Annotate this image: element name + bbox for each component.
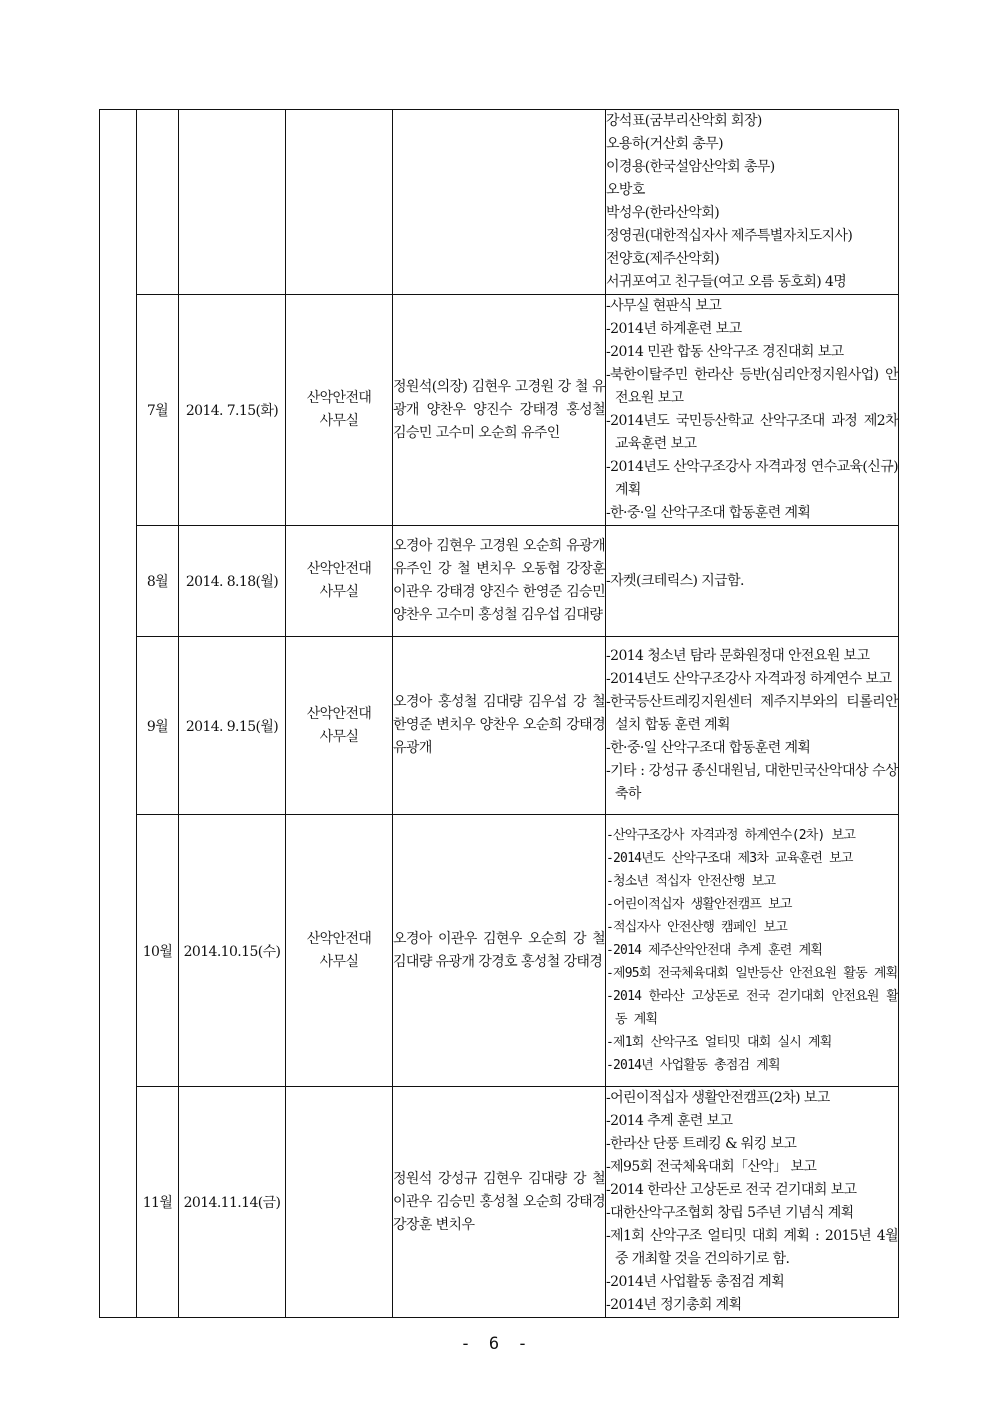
agenda-item: 강석표(굼부리산악회 회장) xyxy=(606,113,762,129)
place-cell xyxy=(286,295,393,526)
agenda-cell xyxy=(606,815,899,1087)
attendees-cell: 정원석(의장) 김현우 고경원 강 철 유광개 양찬우 양진수 강태경 홍성철 김승민 고수미 오순희 유주인 xyxy=(393,295,606,526)
date-cell: 2014. 9.15(월) xyxy=(179,637,286,815)
agenda-item: 오용하(거산회 총무) xyxy=(606,136,723,152)
agenda-cell xyxy=(606,1087,899,1318)
place-line: 사무실 xyxy=(319,953,359,970)
agenda-cell xyxy=(606,526,899,637)
agenda-item: -2014년 사업활동 총점검 계획 xyxy=(606,1058,780,1073)
agenda-item: -어린이적십자 생활안전캠프 보고 xyxy=(606,897,792,912)
agenda-item: -2014년 사업활동 총점검 계획 xyxy=(606,1274,785,1290)
agenda-item: 정영권(대한적십자사 제주특별자치도지사) xyxy=(606,228,853,244)
agenda-item: -2014년도 국민등산학교 산악구조대 과정 제2차 교육훈련 보고 xyxy=(606,413,898,452)
place-line: 산악안전대 xyxy=(306,561,372,577)
place-line: 산악안전대 xyxy=(306,930,372,947)
month-cell: 11월 xyxy=(137,1087,179,1318)
attendees-cell: 오경아 김현우 고경원 오순희 유광개 유주인 강 철 변치우 오동협 강장훈 이관우 강태경 양진수 한영준 김승민 양찬우 고수미 홍성철 김우섭 김대량 xyxy=(393,526,606,637)
place-cell xyxy=(286,1087,393,1318)
agenda-item: -2014년도 산악구조강사 자격과정 연수교육(신규) 계획 xyxy=(606,459,898,498)
agenda-item: -2014 한라산 고상돈로 전국 걷기대회 보고 xyxy=(606,1182,857,1198)
table-row-july xyxy=(100,295,899,526)
date-cell: 2014. 8.18(월) xyxy=(179,526,286,637)
agenda-item: -2014년 정기총회 계획 xyxy=(606,1297,742,1313)
agenda-item: -청소년 적십자 안전산행 보고 xyxy=(606,874,776,889)
agenda-item: -제1회 산악구조 얼티밋 대회 실시 계획 xyxy=(606,1035,832,1050)
agenda-item: -한국등산트레킹지원센터 제주지부와의 티롤리안 설치 합동 훈련 계획 xyxy=(606,694,898,733)
agenda-item: 서귀포여고 친구들(여고 오름 동호회) 4명 xyxy=(606,274,847,290)
attendees-cell: 정원석 강성규 김현우 김대량 강 철 이관우 김승민 홍성철 오순희 강태경 강장훈 변치우 xyxy=(393,1087,606,1318)
month-cell: 9월 xyxy=(137,637,179,815)
month-cell: 10월 xyxy=(137,815,179,1087)
agenda-item: 전양호(제주산악회) xyxy=(606,251,720,267)
agenda-cell xyxy=(606,637,899,815)
agenda-item: -제95회 전국체육대회 일반등산 안전요원 활동 계획 xyxy=(606,966,898,981)
place-line: 사무실 xyxy=(319,584,359,600)
agenda-item: -자켓(크테릭스) 지급함. xyxy=(606,572,744,589)
agenda-item: -한라산 단풍 트레킹 & 워킹 보고 xyxy=(606,1136,797,1152)
agenda-item: 박성우(한라산악회) xyxy=(606,205,720,221)
table-row-november xyxy=(100,1087,899,1318)
agenda-item: -한·중·일 산악구조대 합동훈련 계획 xyxy=(606,740,811,756)
agenda-item: -대한산악구조협회 창립 5주년 기념식 계획 xyxy=(606,1205,854,1221)
blank-left-column xyxy=(100,110,137,1318)
agenda-item: -한·중·일 산악구조대 합동훈련 계획 xyxy=(606,505,811,521)
place-cell xyxy=(286,526,393,637)
table-row-continued xyxy=(100,110,899,295)
agenda-item: -2014 민관 합동 산악구조 경진대회 보고 xyxy=(606,344,844,360)
place-line: 사무실 xyxy=(319,413,359,429)
table-row-september xyxy=(100,637,899,815)
attendees-cell xyxy=(393,110,606,295)
date-cell: 2014.10.15(수) xyxy=(179,815,286,1087)
agenda-item: -2014년 하계훈련 보고 xyxy=(606,321,742,337)
agenda-item: -2014년도 산악구조강사 자격과정 하계연수 보고 xyxy=(606,671,892,687)
place-cell xyxy=(286,637,393,815)
attendees-cell: 오경아 홍성철 김대량 김우섭 강 철 한영준 변치우 양찬우 오순희 강태경 유광개 xyxy=(393,637,606,815)
place-cell xyxy=(286,110,393,295)
agenda-item: -북한이탈주민 한라산 등반(심리안정지원사업) 안전요원 보고 xyxy=(606,367,898,406)
table-row-october xyxy=(100,815,899,1087)
meeting-minutes-table xyxy=(99,109,899,1318)
table-row-august xyxy=(100,526,899,637)
agenda-item: 이경용(한국설암산악회 총무) xyxy=(606,159,775,175)
place-line: 산악안전대 xyxy=(306,390,372,406)
agenda-item: -2014 한라산 고상돈로 전국 걷기대회 안전요원 활동 계획 xyxy=(606,989,898,1027)
agenda-item: -어린이적십자 생활안전캠프(2차) 보고 xyxy=(606,1090,830,1106)
date-cell: 2014. 7.15(화) xyxy=(179,295,286,526)
place-line: 사무실 xyxy=(319,728,359,745)
agenda-item: -제1회 산악구조 얼티밋 대회 계획 : 2015년 4월 중 개최할 것을 건의하기로 함. xyxy=(606,1228,898,1267)
agenda-item: -적십자사 안전산행 캠페인 보고 xyxy=(606,920,787,935)
month-cell xyxy=(137,110,179,295)
agenda-cell xyxy=(606,295,899,526)
agenda-item: -사무실 현판식 보고 xyxy=(606,298,722,314)
month-cell: 7월 xyxy=(137,295,179,526)
date-cell: 2014.11.14(금) xyxy=(179,1087,286,1318)
agenda-item: -산악구조강사 자격과정 하계연수(2차) 보고 xyxy=(606,828,856,843)
agenda-item: 오방호 xyxy=(606,182,645,198)
agenda-item: -2014년도 산악구조대 제3차 교육훈련 보고 xyxy=(606,851,853,866)
agenda-item: -2014 추계 훈련 보고 xyxy=(606,1113,733,1129)
place-line: 산악안전대 xyxy=(306,705,372,722)
place-cell xyxy=(286,815,393,1087)
agenda-item: -2014 제주산악안전대 추계 훈련 계획 xyxy=(606,943,823,958)
agenda-item: -제95회 전국체육대회「산악」 보고 xyxy=(606,1159,817,1175)
agenda-cell xyxy=(606,110,899,295)
attendees-cell: 오경아 이관우 김현우 오순희 강 철 김대량 유광개 강경호 홍성철 강태경 xyxy=(393,815,606,1087)
page-number: - 6 - xyxy=(460,1334,532,1354)
date-cell xyxy=(179,110,286,295)
agenda-item: -기타 : 강성규 종신대원님, 대한민국산악대상 수상 축하 xyxy=(606,763,898,802)
month-cell: 8월 xyxy=(137,526,179,637)
agenda-item: -2014 청소년 탐라 문화원정대 안전요원 보고 xyxy=(606,648,870,664)
